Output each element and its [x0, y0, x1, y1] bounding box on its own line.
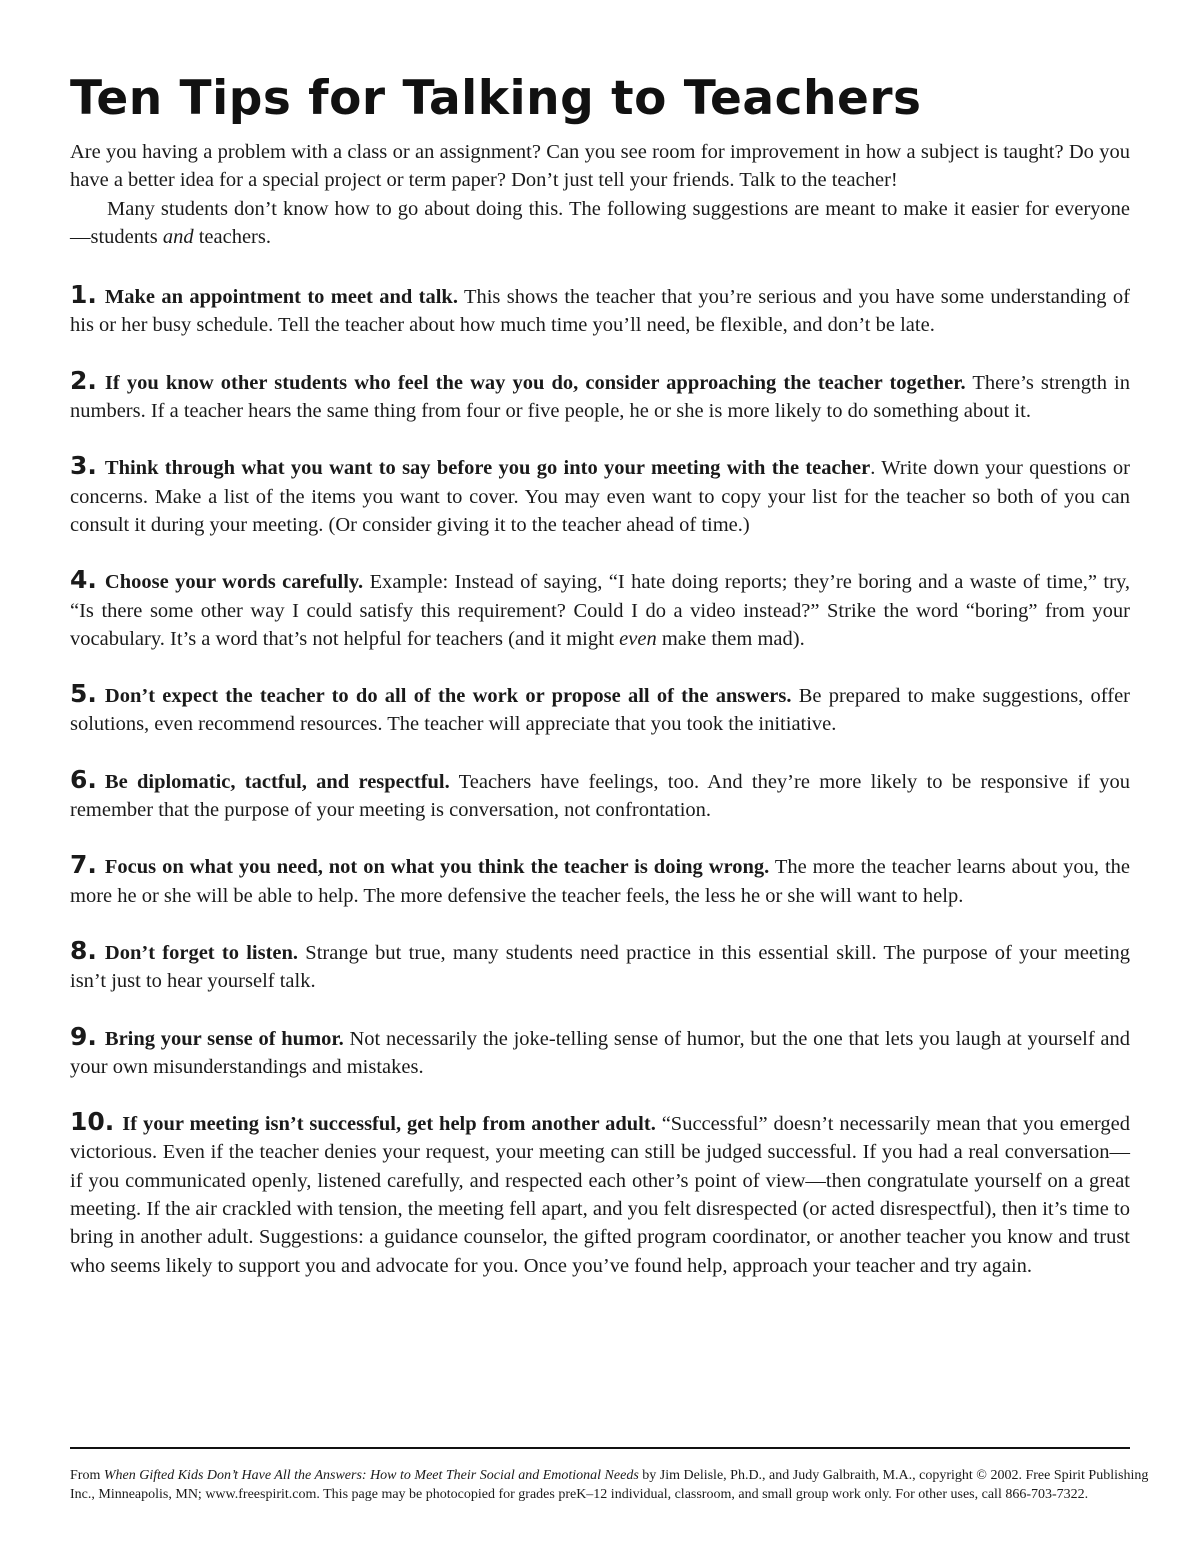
footer-publisher-text: by Jim Delisle, Ph.D., and Judy Galbraith, M.A., copyright © 2002. Free Spirit Publishing Inc., Minneapolis, MN; www.freespirit.com. This page may be photocopied for grades preK–12 individual, classroom, and small group work only. For other uses, call 866-703-7322. — [70, 1468, 1149, 1502]
tip-heading: If you know other students who feel the way you do, consider approaching the teacher together. — [104, 371, 966, 394]
tip-number: 2. — [70, 365, 97, 395]
document-page — [70, 68, 1130, 1307]
tip-body-tail: make them mad). — [656, 627, 805, 650]
tip-number: 6. — [70, 764, 97, 794]
intro-p2-tail: teachers. — [193, 225, 271, 248]
tip-item-2 — [70, 367, 1130, 426]
tip-body: “Successful” doesn’t necessarily mean that you emerged victorious. Even if the teacher denies your request, your meeting can still be judged successful. If you had a real conversation—if you communicated openly, listened carefully, and respected each other’s point of view—then congratulate yourself on a great meeting. If the air crackled with tension, the meeting fell apart, and you felt disrespected (or acted disrespectful), then it’s time to bring in another adult. Suggestions: a guidance counselor, the gifted program coordinator, or another teacher you know and trust who seems likely to support you and advocate for you. Once you’ve found help, approach your teacher and try again. — [70, 1113, 1130, 1277]
tip-body: There’s strength in numbers. If a teacher hears the same thing from four or five people, he or she is more likely to do something about it. — [70, 371, 1131, 423]
tip-item-6 — [70, 766, 1130, 825]
tip-heading: Don’t forget to listen. — [104, 941, 299, 964]
tip-item-7 — [70, 851, 1130, 910]
footer-citation — [70, 1466, 1150, 1504]
tip-heading: Bring your sense of humor. — [104, 1027, 344, 1050]
tip-body: Strange but true, many students need practice in this essential skill. The purpose of your meeting isn’t just to hear yourself talk. — [70, 941, 1130, 993]
tip-heading: Think through what you want to say before you go into your meeting with the teacher — [104, 457, 871, 480]
tip-number: 4. — [70, 565, 97, 595]
tip-body-text: Example: Instead of saying, “I hate doing reports; they’re boring and a waste of time,” try, “Is there some other way I could satisfy this requirement? Could I do a video instead?” Strike the word “boring” from your vocabulary. It’s a word that’s not helpful for teachers (and it might — [70, 571, 1131, 650]
tip-number: 10. — [70, 1107, 115, 1137]
intro-p2-emphasis: and — [162, 225, 194, 248]
footer-from: From — [70, 1468, 104, 1483]
tip-heading: Don’t expect the teacher to do all of the work or propose all of the answers. — [104, 685, 792, 708]
tip-number: 9. — [70, 1021, 97, 1051]
page-title: Ten Tips for Talking to Teachers — [70, 71, 922, 126]
tip-heading: If your meeting isn’t successful, get help from another adult. — [122, 1113, 656, 1136]
tip-item-3 — [70, 452, 1130, 539]
tip-item-4 — [70, 566, 1130, 653]
tip-item-5 — [70, 680, 1130, 739]
tip-number: 7. — [70, 850, 97, 880]
tip-body: . Write down your questions or concerns. Make a list of the items you want to cover. You may even want to copy your list for the teacher so both of you can consult it during your meeting. (Or consider giving it to the teacher ahead of time.) — [70, 457, 1130, 536]
tip-heading: Choose your words carefully. — [104, 571, 364, 594]
tip-item-10 — [70, 1108, 1130, 1280]
intro-paragraph-1: Are you having a problem with a class or an assignment? Can you see room for improvement in how a subject is taught? Do you have a better idea for a special project or term paper? Don’t just tell your friends. Talk to the teacher! — [70, 141, 1130, 192]
tip-heading: Make an appointment to meet and talk. — [104, 286, 458, 309]
tip-item-1 — [70, 281, 1130, 340]
intro-p2-text: Many students don’t know how to go about doing this. The following suggestions are meant to make it easier for everyone—students — [70, 197, 1130, 248]
footer-book-title: When Gifted Kids Don’t Have All the Answers: How to Meet Their Social and Emotional Needs — [103, 1468, 639, 1483]
intro-section — [70, 138, 1130, 251]
tip-body: Not necessarily the joke-telling sense of humor, but the one that lets you laugh at yourself and your own misunderstandings and mistakes. — [70, 1027, 1130, 1078]
intro-paragraph-2 — [70, 195, 1130, 252]
tip-number: 5. — [70, 679, 97, 709]
tip-body: Teachers have feelings, too. And they’re more likely to be responsive if you remember that the purpose of your meeting is conversation, not confrontation. — [70, 770, 1131, 822]
tip-body: This shows the teacher that you’re serious and you have some understanding of his or her busy schedule. Tell the teacher about how much time you’ll need, be flexible, and don’t be late. — [70, 286, 1130, 337]
tips-list — [70, 281, 1130, 1280]
tip-item-9 — [70, 1023, 1130, 1082]
tip-body-emphasis: even — [619, 627, 657, 650]
tip-heading: Be diplomatic, tactful, and respectful. — [104, 770, 450, 793]
tip-number: 3. — [70, 451, 97, 481]
tip-body: The more the teacher learns about you, the more he or she will be able to help. The more defensive the teacher feels, the less he or she will want to help. — [70, 856, 1130, 907]
tip-item-8 — [70, 937, 1130, 996]
tip-number: 1. — [70, 280, 97, 310]
tip-number: 8. — [70, 935, 97, 965]
tip-heading: Focus on what you need, not on what you think the teacher is doing wrong. — [104, 856, 770, 879]
tip-body: Be prepared to make suggestions, offer solutions, even recommend resources. The teacher will appreciate that you took the initiative. — [70, 685, 1130, 736]
footer-divider — [70, 1447, 1130, 1449]
